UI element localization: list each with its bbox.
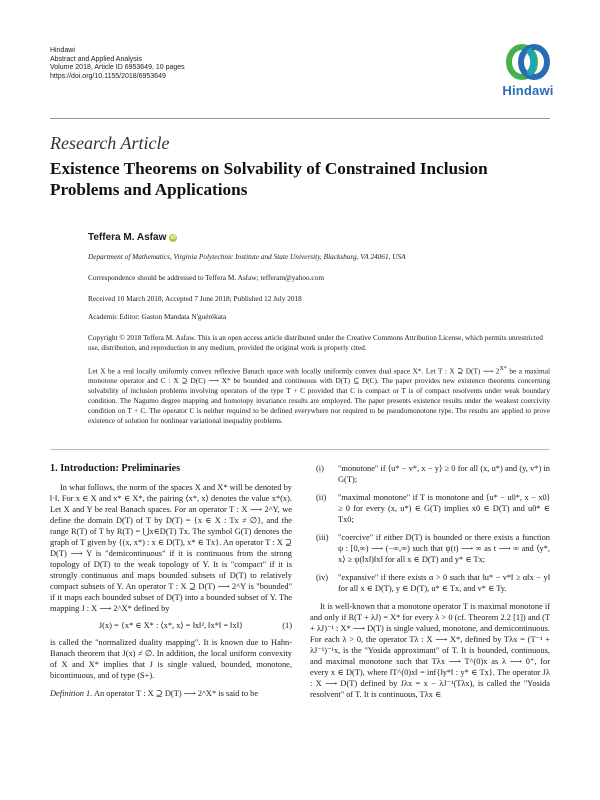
item-number: (ii) xyxy=(316,493,327,502)
equation-1 xyxy=(50,620,292,631)
abstract-part-2: be a maximal monotone operator and C : X ⊇ D(C) ⟶ X* be bounded and continuous with D(T) ⊆ D(C). The paper provides new existence theorems concerning solvability of inclusion problems involving operators of the type T + C provided that C is compact or T is of compact resolvents under weak boundary condition. The Nagumo degree mapping and homotopy invariance results are employed. The paper presents existence results under the weakest coercivity condition on T + C. The operator C is neither required to be defined everywhere nor required to be pseudomonotone type. The results are applied to prove existence of solution for nonlinear variational inequality problems. xyxy=(88,366,550,426)
equation-1-number: (1) xyxy=(282,621,292,630)
hindawi-logo xyxy=(496,42,560,98)
logo-wordmark: Hindawi xyxy=(502,83,554,98)
item-text: "monotone" if ⟨u* − v*, x − y⟩ ≥ 0 for all (x, u*) and (y, v*) in G(T); xyxy=(338,464,550,484)
item-text: "expansive" if there exists α > 0 such that ‖u* − v*‖ ≥ α‖x − y‖ for all x ∈ D(T), y ∈ D(T), u* ∈ Tx, and v* ∈ Ty. xyxy=(338,573,550,593)
definition-item xyxy=(310,492,550,525)
item-number: (iii) xyxy=(316,533,329,542)
definition-item xyxy=(310,572,550,594)
item-number: (iv) xyxy=(316,573,329,582)
hindawi-logo-icon xyxy=(505,42,551,82)
left-column xyxy=(50,463,292,699)
equation-1-body: J(x) = {x* ∈ X* : ⟨x*, x⟩ = ‖x‖², ‖x*‖ = ‖x‖} xyxy=(98,621,244,630)
definition-1-label: Definition 1. xyxy=(50,689,93,698)
orcid-icon[interactable]: iD xyxy=(170,235,176,241)
abstract-part-1: Let X be a real locally uniformly convex reflexive Banach space with locally uniformly convex dual space X*. Let T : X ⊇ D(T) ⟶ 2 xyxy=(88,366,500,376)
journal-title: Abstract and Applied Analysis xyxy=(50,55,142,63)
affiliation: Department of Mathematics, Virginia Polytechnic Institute and State University, Blacksburg, VA 24061, USA xyxy=(88,252,406,261)
definition-item xyxy=(310,532,550,565)
abstract-divider xyxy=(50,449,550,450)
publication-dates: Received 10 March 2018; Accepted 7 June 2018; Published 12 July 2018 xyxy=(88,294,302,303)
abstract xyxy=(88,364,550,426)
right-column xyxy=(310,463,550,700)
definition-1 xyxy=(50,688,292,699)
definition-items xyxy=(310,463,550,594)
copyright-notice: Copyright © 2018 Teffera M. Asfaw. This is an open access article distributed under the Creative Commons Attribution License, which permits unrestricted use, distribution, and reproduction in any medium, provided the original work is properly cited. xyxy=(88,333,543,352)
section-heading: 1. Introduction: Preliminaries xyxy=(50,463,181,474)
duality-paragraph: is called the "normalized duality mapping". It is known due to Hahn-Banach theorem that J(x) ≠ ∅. In addition, the local uniform convexity of X and X* implies that J is single valued, bounded, monotone, bicontinuous, and of type (S+). xyxy=(50,638,292,680)
abstract-superscript: X* xyxy=(499,366,507,372)
author-name: Teffera M. Asfaw xyxy=(88,232,167,243)
journal-info xyxy=(50,47,185,81)
definition-1-text: An operator T : X ⊇ D(T) ⟶ 2^X* is said to be xyxy=(92,689,259,698)
article-type: Research Article xyxy=(50,133,170,153)
item-text: "maximal monotone" if T is monotone and ⟨u* − u0*, x − x0⟩ ≥ 0 for every (x, u*) ∈ G(T) implies x0 ∈ D(T) and u0* ∈ Tx0; xyxy=(338,493,550,524)
correspondence: Correspondence should be addressed to Teffera M. Asfaw; tefferam@yahoo.com xyxy=(88,273,324,282)
journal-volume: Volume 2018, Article ID 6953649, 10 pages xyxy=(50,64,185,72)
header-divider xyxy=(50,118,550,119)
maximal-monotone-paragraph: It is well-known that a monotone operator T is maximal monotone if and only if R(T + λJ) = X* for every λ > 0 (cf. Theorem 2.2 [1]) and (T + λJ)⁻¹ : X* ⟶ D(T) is single valued, monotone, and demicontinuous. For each λ > 0, the operator Tλ : X ⟶ X*, defined by Tλx = (T⁻¹ + λJ⁻¹)⁻¹x, is the "Yosida approximant" of T. It is bounded, continuous, and maximal monotone such that Tλx ⟶ T^(0)x as λ ⟶ 0⁺, for every x ∈ D(T), where ‖T^(0)x‖ = inf{‖y*‖ : y* ∈ Tx}. The operator Jλ : X ⟶ D(T) defined by Jλx = x − λJ⁻¹(Tλx), is called the "Yosida resolvent" of T. It is continuous, Tλx ∈ xyxy=(310,602,550,699)
academic-editor: Academic Editor: Gaston Mandata N'guérékata xyxy=(88,312,227,321)
journal-doi[interactable]: https://doi.org/10.1155/2018/6953649 xyxy=(50,72,166,80)
item-number: (i) xyxy=(316,464,324,473)
article-title: Existence Theorems on Solvability of Constrained Inclusion Problems and Applications xyxy=(50,159,488,199)
item-text: "coercive" if either D(T) is bounded or there exists a function ψ : [0,∞) ⟶ (−∞,∞) such that ψ(t) ⟶ ∞ as t ⟶ ∞ and ⟨y*, x⟩ ≥ ψ(‖x‖)‖x‖ for all x ∈ D(T) and y* ∈ Tx; xyxy=(338,533,550,564)
publisher-name: Hindawi xyxy=(50,47,75,54)
definition-item xyxy=(310,463,550,485)
author xyxy=(88,232,177,243)
intro-paragraph: In what follows, the norm of the spaces X and X* will be denoted by ‖·‖. For x ∈ X and x* ∈ X*, the pairing ⟨x*, x⟩ denotes the value x*(x). Let X and Y be real Banach spaces. For an operator T : X ⟶ 2^Y, we define the domain D(T) of T by D(T) = {x ∈ X : Tx ≠ ∅}, and the range R(T) of T by R(T) = ⋃x∈D(T) Tx. The symbol G(T) denotes the graph of T given by {(x, x*) : x ∈ D(T), x* ∈ Tx}. An operator T : X ⊇ D(T) ⟶ Y is "demicontinuous" if it is continuous from the strong topology of D(T) to the weak topology of Y. It is "compact" if it is strongly continuous and maps bounded subsets of D(T) to relatively compact subsets of Y. An operator T : X ⊇ D(T) ⟶ 2^Y is "bounded" if it maps each bounded subset of D(T) into a bounded subset of Y. The mapping J : X ⟶ 2^X* defined by xyxy=(50,483,292,613)
